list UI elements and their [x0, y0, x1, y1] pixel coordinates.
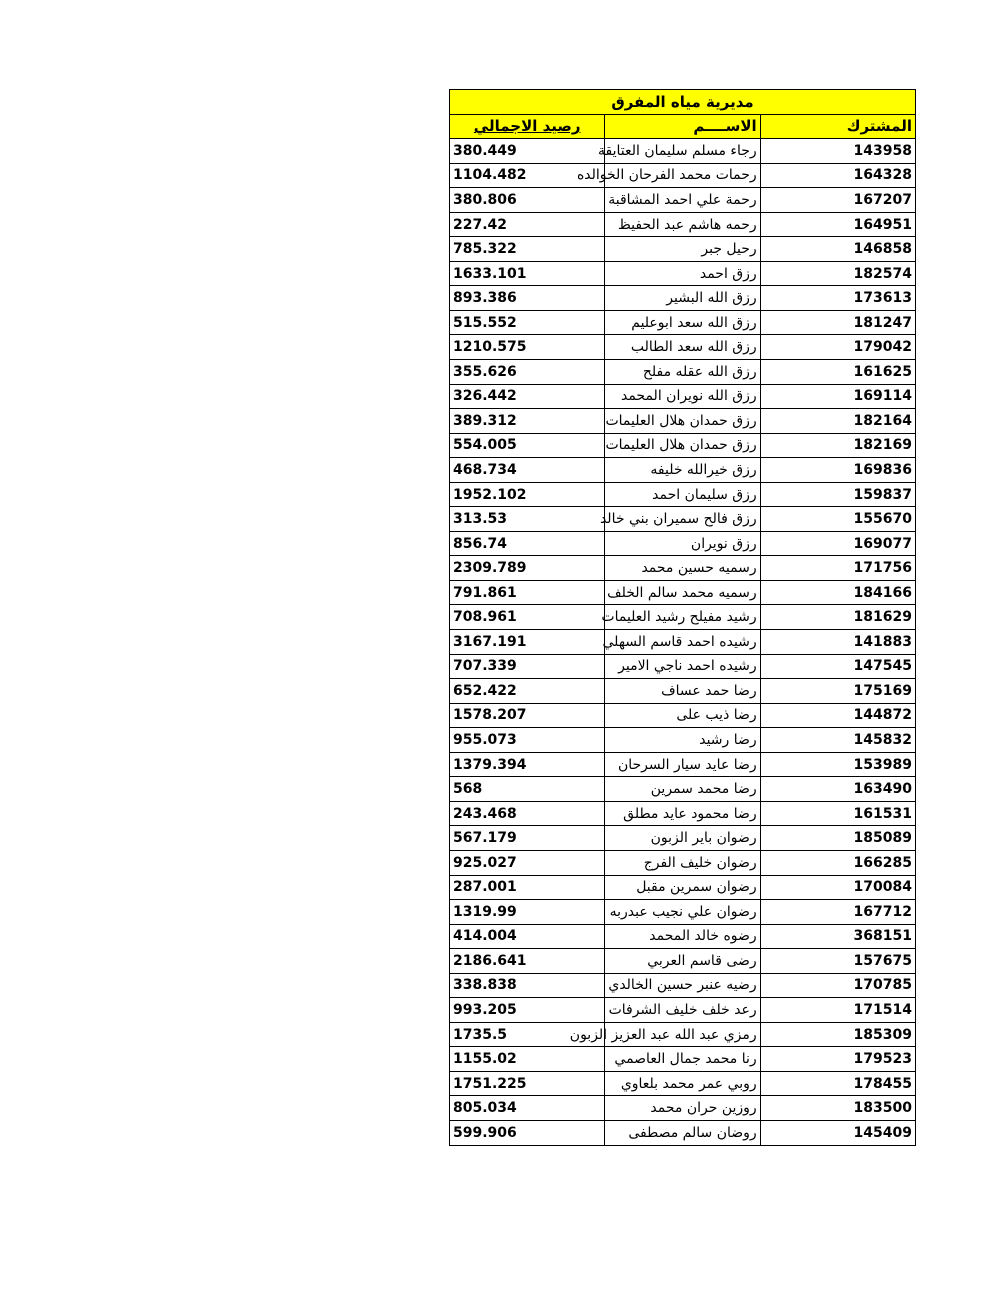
subscriber-name-cell: رحمة علي احمد المشاقبة [605, 188, 760, 213]
subscriber-name-cell: رضا محمود عايد مطلق [605, 801, 760, 826]
balance-cell-value: 287.001 [453, 879, 517, 896]
balance-cell-value: 468.734 [453, 461, 517, 478]
subscriber-id-cell-value: 183500 [853, 1100, 912, 1117]
table-row [450, 286, 916, 311]
balance-cell-value: 338.838 [453, 977, 517, 994]
subscriber-name-cell: رضا محمد سمرين [605, 777, 760, 802]
subscriber-name-cell: رمزي عبد الله عبد العزيز الزبون [605, 1022, 760, 1047]
subscriber-id-cell-value: 161531 [853, 805, 912, 822]
subscriber-name-cell: رعد خلف خليف الشرفات [605, 998, 760, 1023]
subscriber-id-cell [760, 605, 915, 630]
subscriber-name-cell: رضوان خليف الفرج [605, 850, 760, 875]
subscriber-id-cell-value: 181629 [853, 609, 912, 626]
subscriber-name-cell: رزق سليمان احمد [605, 482, 760, 507]
subscriber-id-cell-value: 182164 [853, 412, 912, 429]
subscriber-name-cell: روضان سالم مصطفى [605, 1120, 760, 1145]
subscriber-id-cell [760, 163, 915, 188]
balance-cell [450, 924, 605, 949]
balance-cell [450, 286, 605, 311]
balance-cell [450, 433, 605, 458]
balance-cell-value: 1751.225 [453, 1075, 527, 1092]
table-row [450, 237, 916, 262]
subscriber-id-cell [760, 875, 915, 900]
balance-cell [450, 973, 605, 998]
subscriber-id-cell-value: 185309 [853, 1026, 912, 1043]
title-row [450, 90, 916, 115]
subscriber-id-cell [760, 752, 915, 777]
subscriber-id-cell [760, 1120, 915, 1145]
subscriber-id-cell-value: 171756 [853, 560, 912, 577]
balance-cell-value: 1952.102 [453, 486, 527, 503]
subscriber-id-cell-value: 178455 [853, 1075, 912, 1092]
balance-cell-value: 389.312 [453, 412, 517, 429]
balance-cell-value: 227.42 [453, 216, 508, 233]
balance-cell-value: 2309.789 [453, 560, 527, 577]
subscriber-id-cell [760, 850, 915, 875]
table-row [450, 777, 916, 802]
table-row [450, 212, 916, 237]
balance-cell-value: 955.073 [453, 731, 517, 748]
table-row [450, 409, 916, 434]
balance-cell [450, 310, 605, 335]
subscriber-id-cell [760, 703, 915, 728]
subscriber-name-cell: رزق احمد [605, 261, 760, 286]
subscriber-id-cell [760, 1096, 915, 1121]
subscriber-id-cell-value: 147545 [853, 658, 912, 675]
subscriber-name-cell: رضا رشيد [605, 728, 760, 753]
subscriber-id-cell [760, 384, 915, 409]
subscriber-id-cell [760, 679, 915, 704]
subscriber-id-cell [760, 556, 915, 581]
subscriber-name-cell: رزق الله عقله مفلح [605, 360, 760, 385]
subscriber-id-cell [760, 482, 915, 507]
subscriber-id-cell-value: 173613 [853, 290, 912, 307]
subscriber-id-cell [760, 998, 915, 1023]
balance-cell [450, 212, 605, 237]
column-header-id: المشترك [760, 114, 915, 139]
subscriber-id-cell-value: 368151 [853, 928, 912, 945]
subscriber-name-cell: رضوان باير الزبون [605, 826, 760, 851]
table-row [450, 973, 916, 998]
subscriber-id-cell [760, 237, 915, 262]
balance-cell [450, 1096, 605, 1121]
balance-cell [450, 507, 605, 532]
subscriber-name-cell: رضوان علي نجيب عبدربه [605, 900, 760, 925]
subscriber-name-cell: رحمه هاشم عبد الحفيظ [605, 212, 760, 237]
subscriber-name-cell: رزق نويران [605, 531, 760, 556]
table-row [450, 924, 916, 949]
subscriber-id-cell [760, 924, 915, 949]
balance-cell [450, 605, 605, 630]
subscriber-name-cell: رضا حمد عساف [605, 679, 760, 704]
subscriber-name-cell: رجاء مسلم سليمان العتايقة [605, 139, 760, 164]
subscriber-id-cell [760, 458, 915, 483]
table-row [450, 900, 916, 925]
table-row [450, 261, 916, 286]
balance-cell-value: 326.442 [453, 388, 517, 405]
table-row [450, 1120, 916, 1145]
subscriber-id-cell-value: 141883 [853, 633, 912, 650]
table-row [450, 1047, 916, 1072]
balance-cell-value: 1578.207 [453, 707, 527, 724]
balance-cell [450, 875, 605, 900]
balance-cell-value: 554.005 [453, 437, 517, 454]
subscriber-id-cell [760, 949, 915, 974]
subscriber-id-cell-value: 155670 [853, 511, 912, 528]
table-row [450, 826, 916, 851]
balance-cell-value: 380.806 [453, 191, 517, 208]
balance-cell-value: 3167.191 [453, 633, 527, 650]
subscriber-name-cell: رسميه حسين محمد [605, 556, 760, 581]
balance-cell [450, 261, 605, 286]
balance-cell-value: 1633.101 [453, 265, 527, 282]
balance-cell [450, 384, 605, 409]
table-row [450, 752, 916, 777]
table-row [450, 360, 916, 385]
balance-cell-value: 1210.575 [453, 339, 527, 356]
subscriber-id-cell-value: 185089 [853, 830, 912, 847]
subscriber-id-cell [760, 1071, 915, 1096]
subscriber-id-cell-value: 145832 [853, 731, 912, 748]
subscriber-id-cell-value: 182574 [853, 265, 912, 282]
balance-cell [450, 949, 605, 974]
balance-cell-value: 567.179 [453, 830, 517, 847]
table-row [450, 188, 916, 213]
subscriber-id-cell [760, 826, 915, 851]
balance-cell-value: 1379.394 [453, 756, 527, 773]
balance-cell [450, 654, 605, 679]
table-row [450, 433, 916, 458]
subscriber-name-cell: روزين حران محمد [605, 1096, 760, 1121]
subscriber-id-cell-value: 169077 [853, 535, 912, 552]
table-row [450, 335, 916, 360]
table-row [450, 531, 916, 556]
subscriber-id-cell-value: 170084 [853, 879, 912, 896]
table-row [450, 310, 916, 335]
table-row [450, 384, 916, 409]
subscriber-id-cell [760, 335, 915, 360]
subscriber-id-cell [760, 261, 915, 286]
balance-cell [450, 900, 605, 925]
balance-cell [450, 580, 605, 605]
table-row [450, 728, 916, 753]
balance-cell [450, 728, 605, 753]
balance-cell [450, 531, 605, 556]
subscriber-id-cell-value: 153989 [853, 756, 912, 773]
subscriber-name-cell: رضوه خالد المحمد [605, 924, 760, 949]
balance-cell-value: 1319.99 [453, 903, 517, 920]
header-row [450, 114, 916, 139]
subscriber-name-cell: رزق الله البشير [605, 286, 760, 311]
subscriber-id-cell-value: 167207 [853, 191, 912, 208]
balance-cell [450, 777, 605, 802]
subscriber-id-cell [760, 212, 915, 237]
table-row [450, 482, 916, 507]
balance-cell [450, 482, 605, 507]
subscribers-table [449, 89, 916, 1146]
table-row [450, 703, 916, 728]
balance-cell [450, 801, 605, 826]
balance-cell-value: 893.386 [453, 290, 517, 307]
subscriber-id-cell-value: 144872 [853, 707, 912, 724]
balance-cell [450, 139, 605, 164]
subscriber-id-cell-value: 184166 [853, 584, 912, 601]
sheet-title: مديرية مياه المفرق [450, 90, 916, 115]
subscriber-name-cell: رزق الله سعد ابوعليم [605, 310, 760, 335]
subscriber-id-cell-value: 157675 [853, 952, 912, 969]
subscriber-name-cell: رضوان سمرين مقبل [605, 875, 760, 900]
balance-cell [450, 335, 605, 360]
balance-cell-value: 993.205 [453, 1002, 517, 1018]
balance-cell [450, 1071, 605, 1096]
subscriber-id-cell-value: 181247 [853, 314, 912, 331]
balance-cell [450, 1120, 605, 1145]
balance-cell-value: 515.552 [453, 314, 517, 331]
subscriber-id-cell [760, 286, 915, 311]
subscriber-id-cell [760, 1022, 915, 1047]
subscriber-id-cell [760, 433, 915, 458]
table-row [450, 580, 916, 605]
subscriber-name-cell: رزق الله نويران المحمد [605, 384, 760, 409]
subscriber-id-cell [760, 531, 915, 556]
balance-cell-value: 414.004 [453, 928, 517, 945]
balance-cell-value: 785.322 [453, 241, 517, 258]
subscriber-id-cell-value: 166285 [853, 854, 912, 871]
balance-cell-value: 380.449 [453, 142, 517, 159]
subscriber-id-cell [760, 409, 915, 434]
subscriber-id-cell [760, 580, 915, 605]
balance-cell-value: 652.422 [453, 682, 517, 699]
balance-cell-value: 707.339 [453, 658, 517, 675]
subscriber-name-cell: رزق حمدان هلال العليمات [605, 433, 760, 458]
balance-cell-value: 1735.5 [453, 1026, 508, 1043]
table-row [450, 556, 916, 581]
subscriber-name-cell: رزق الله سعد الطالب [605, 335, 760, 360]
table-row [450, 163, 916, 188]
subscriber-name-cell: رضى قاسم العربي [605, 949, 760, 974]
subscriber-id-cell-value: 161625 [853, 363, 912, 380]
balance-cell [450, 752, 605, 777]
table-row [450, 654, 916, 679]
subscriber-id-cell-value: 170785 [853, 977, 912, 994]
subscriber-id-cell [760, 310, 915, 335]
balance-cell-value: 313.53 [453, 511, 508, 528]
balance-cell-value: 599.906 [453, 1124, 517, 1141]
subscriber-name-cell: رحيل جبر [605, 237, 760, 262]
balance-cell [450, 703, 605, 728]
subscriber-name-cell: رشيده احمد ناجي الامير [605, 654, 760, 679]
table-row [450, 1071, 916, 1096]
balance-cell-value: 243.468 [453, 805, 517, 822]
balance-cell-value: 856.74 [453, 535, 508, 552]
subscriber-id-cell-value: 145409 [853, 1124, 912, 1141]
subscriber-id-cell [760, 973, 915, 998]
subscriber-id-cell [760, 360, 915, 385]
subscriber-name-cell: رشيده احمد قاسم السهلي [605, 630, 760, 655]
subscriber-id-cell [760, 139, 915, 164]
table-row [450, 1096, 916, 1121]
subscriber-id-cell [760, 507, 915, 532]
balance-cell-value: 708.961 [453, 609, 517, 626]
table-row [450, 507, 916, 532]
subscriber-id-cell-value: 175169 [853, 682, 912, 699]
table-row [450, 850, 916, 875]
subscriber-id-cell-value: 143958 [853, 142, 912, 159]
balance-cell [450, 630, 605, 655]
subscriber-id-cell [760, 728, 915, 753]
balance-cell [450, 458, 605, 483]
column-header-name: الاســــم [605, 114, 760, 139]
subscriber-name-cell: رحمات محمد الفرحان الخوالده [605, 163, 760, 188]
table-row [450, 605, 916, 630]
balance-cell [450, 826, 605, 851]
balance-cell-value: 2186.641 [453, 952, 527, 969]
balance-cell [450, 188, 605, 213]
subscriber-name-cell: رسميه محمد سالم الخلف [605, 580, 760, 605]
subscriber-id-cell [760, 900, 915, 925]
table-row [450, 998, 916, 1023]
subscriber-name-cell: رضا ذيب على [605, 703, 760, 728]
balance-cell [450, 360, 605, 385]
balance-cell-value: 568 [453, 781, 483, 798]
subscriber-id-cell [760, 1047, 915, 1072]
subscriber-id-cell-value: 164951 [853, 216, 912, 233]
balance-cell-value: 355.626 [453, 363, 517, 380]
table-row [450, 1022, 916, 1047]
subscriber-id-cell-value: 159837 [853, 486, 912, 503]
balance-cell-value: 925.027 [453, 854, 517, 871]
table-row [450, 875, 916, 900]
subscriber-name-cell: روبي عمر محمد بلعاوي [605, 1071, 760, 1096]
subscriber-id-cell-value: 169836 [853, 461, 912, 478]
subscriber-id-cell-value: 167712 [853, 903, 912, 920]
balance-cell [450, 556, 605, 581]
balance-cell [450, 998, 605, 1023]
subscriber-id-cell-value: 179523 [853, 1051, 912, 1068]
balance-cell-value: 1155.02 [453, 1051, 517, 1068]
balance-cell-value: 805.034 [453, 1100, 517, 1117]
balance-cell-value: 791.861 [453, 584, 517, 601]
table-row [450, 949, 916, 974]
subscriber-id-cell-value: 163490 [853, 781, 912, 798]
subscriber-id-cell-value: 171514 [853, 1002, 912, 1018]
subscriber-name-cell: رزق خيرالله خليفه [605, 458, 760, 483]
balance-cell [450, 679, 605, 704]
subscriber-id-cell [760, 188, 915, 213]
subscriber-id-cell [760, 630, 915, 655]
subscriber-id-cell [760, 777, 915, 802]
subscriber-id-cell-value: 164328 [853, 167, 912, 184]
subscriber-name-cell: رزق فالح سميران بني خالد [605, 507, 760, 532]
balance-cell [450, 409, 605, 434]
balance-cell [450, 1047, 605, 1072]
subscriber-id-cell-value: 169114 [853, 388, 912, 405]
subscriber-id-cell-value: 182169 [853, 437, 912, 454]
table-row [450, 801, 916, 826]
column-header-balance: رصيد الاجمالي [450, 114, 605, 139]
table-row [450, 679, 916, 704]
subscriber-name-cell: رزق حمدان هلال العليمات [605, 409, 760, 434]
subscriber-id-cell-value: 179042 [853, 339, 912, 356]
balance-cell-value: 1104.482 [453, 167, 527, 184]
balance-cell [450, 850, 605, 875]
table-row [450, 630, 916, 655]
subscriber-name-cell: رضا عايد سيار السرحان [605, 752, 760, 777]
table-row [450, 458, 916, 483]
subscriber-id-cell [760, 801, 915, 826]
balance-cell [450, 237, 605, 262]
subscriber-id-cell-value: 146858 [853, 241, 912, 258]
subscriber-name-cell: رشيد مفيلح رشيد العليمات [605, 605, 760, 630]
subscriber-name-cell: رضيه عنبر حسين الخالدي [605, 973, 760, 998]
subscriber-id-cell [760, 654, 915, 679]
table-row [450, 139, 916, 164]
subscriber-name-cell: رنا محمد جمال العاصمي [605, 1047, 760, 1072]
